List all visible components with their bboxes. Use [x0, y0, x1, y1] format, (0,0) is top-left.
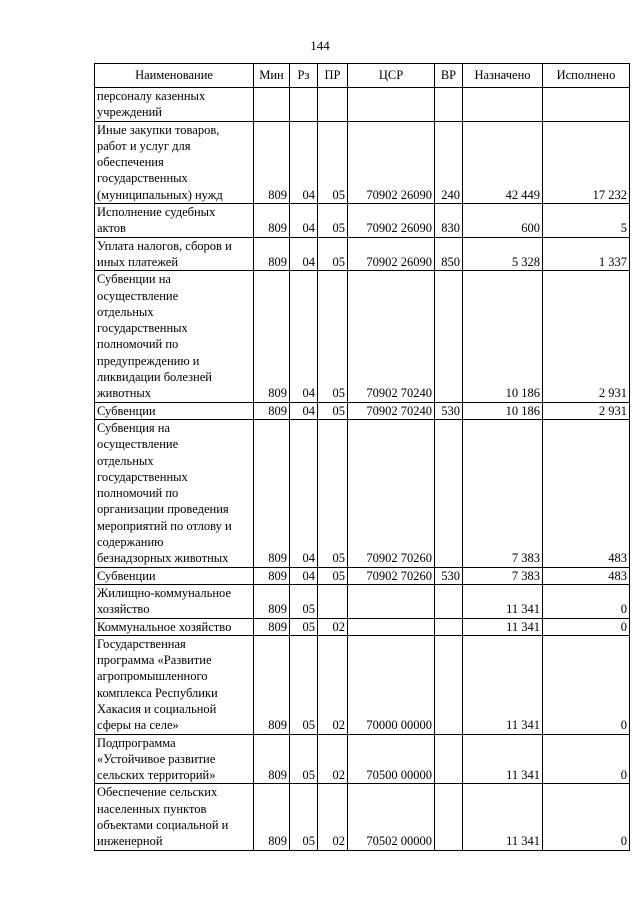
pr-cell — [318, 584, 348, 618]
header-pr: ПР — [318, 64, 348, 88]
table-row — [95, 204, 630, 238]
table-row — [95, 584, 630, 618]
header-executed: Исполнено — [543, 64, 630, 88]
name-line: Субвенции на — [97, 272, 171, 287]
table-row — [95, 121, 630, 203]
assigned-cell: 7 383 — [463, 567, 543, 584]
min-cell: 809 — [254, 618, 290, 635]
executed-cell: 483 — [543, 419, 630, 567]
name-line: Субвенции — [97, 568, 156, 583]
name-line: Обеспечение сельских — [97, 785, 218, 800]
assigned-cell: 11 341 — [463, 784, 543, 850]
name-line: содержанию — [97, 535, 164, 550]
rz-cell: 04 — [290, 271, 318, 402]
table-row — [95, 237, 630, 271]
rz-cell: 05 — [290, 635, 318, 734]
table-row — [95, 635, 630, 734]
name-line: осуществление — [97, 288, 179, 303]
header-row — [95, 64, 630, 88]
header-min: Мин — [254, 64, 290, 88]
assigned-cell: 10 186 — [463, 402, 543, 419]
name-cell — [95, 734, 254, 784]
executed-cell: 2 931 — [543, 271, 630, 402]
name-line: Субвенция на — [97, 420, 171, 435]
name-cell — [95, 618, 254, 635]
vr-cell — [435, 618, 463, 635]
vr-cell — [435, 734, 463, 784]
name-line: Жилищно-коммунальное — [97, 585, 231, 600]
assigned-cell — [463, 88, 543, 122]
name-line: инженерной — [97, 834, 163, 849]
name-line: объектами социальной и — [97, 818, 229, 833]
name-line: обеспечения — [97, 155, 164, 170]
rz-cell: 05 — [290, 584, 318, 618]
csr-cell: 70500 00000 — [348, 734, 435, 784]
pr-cell: 05 — [318, 237, 348, 271]
pr-cell: 02 — [318, 734, 348, 784]
name-line: комплекса Республики — [97, 685, 218, 700]
rz-cell: 04 — [290, 121, 318, 203]
csr-cell — [348, 618, 435, 635]
min-cell: 809 — [254, 784, 290, 850]
header-csr: ЦСР — [348, 64, 435, 88]
executed-cell: 1 337 — [543, 237, 630, 271]
rz-cell: 04 — [290, 237, 318, 271]
name-line: осуществление — [97, 437, 179, 452]
name-line: персоналу казенных — [97, 89, 206, 103]
table-row — [95, 271, 630, 402]
csr-cell: 70902 70260 — [348, 419, 435, 567]
name-line: предупреждению и — [97, 353, 200, 368]
executed-cell: 2 931 — [543, 402, 630, 419]
name-line: сельских территорий» — [97, 768, 216, 783]
min-cell — [254, 88, 290, 122]
min-cell: 809 — [254, 567, 290, 584]
name-cell — [95, 121, 254, 203]
executed-cell: 0 — [543, 635, 630, 734]
vr-cell — [435, 635, 463, 734]
min-cell: 809 — [254, 584, 290, 618]
executed-cell: 0 — [543, 618, 630, 635]
csr-cell — [348, 584, 435, 618]
name-cell — [95, 584, 254, 618]
min-cell: 809 — [254, 734, 290, 784]
name-cell — [95, 271, 254, 402]
name-line: животных — [97, 386, 152, 401]
assigned-cell: 5 328 — [463, 237, 543, 271]
vr-cell: 240 — [435, 121, 463, 203]
table-row — [95, 402, 630, 419]
csr-cell: 70902 70240 — [348, 271, 435, 402]
pr-cell: 05 — [318, 567, 348, 584]
table-row — [95, 88, 630, 122]
header-vr: ВР — [435, 64, 463, 88]
name-line: отдельных — [97, 453, 154, 468]
name-line: «Устойчивое развитие — [97, 751, 216, 766]
rz-cell: 04 — [290, 567, 318, 584]
header-assigned: Назначено — [463, 64, 543, 88]
name-line: государственных — [97, 171, 188, 186]
name-line: полномочий по — [97, 486, 179, 501]
name-line: Подпрограмма — [97, 735, 176, 750]
csr-cell: 70902 26090 — [348, 204, 435, 238]
rz-cell: 05 — [290, 618, 318, 635]
pr-cell: 05 — [318, 121, 348, 203]
executed-cell: 0 — [543, 584, 630, 618]
vr-cell — [435, 419, 463, 567]
min-cell: 809 — [254, 204, 290, 238]
csr-cell: 70000 00000 — [348, 635, 435, 734]
csr-cell: 70902 26090 — [348, 237, 435, 271]
name-line: Иные закупки товаров, — [97, 122, 220, 137]
name-line: Государственная — [97, 636, 186, 651]
rz-cell: 04 — [290, 402, 318, 419]
name-line: Уплата налогов, сборов и — [97, 238, 232, 253]
name-line: актов — [97, 221, 126, 236]
min-cell: 809 — [254, 271, 290, 402]
name-line: государственных — [97, 321, 188, 336]
assigned-cell: 11 341 — [463, 584, 543, 618]
assigned-cell: 42 449 — [463, 121, 543, 203]
rz-cell: 05 — [290, 784, 318, 850]
name-line: ликвидации болезней — [97, 370, 212, 385]
name-cell — [95, 567, 254, 584]
name-line: сферы на селе» — [97, 718, 179, 733]
vr-cell: 850 — [435, 237, 463, 271]
rz-cell — [290, 88, 318, 122]
min-cell: 809 — [254, 402, 290, 419]
vr-cell — [435, 88, 463, 122]
min-cell: 809 — [254, 121, 290, 203]
name-cell — [95, 635, 254, 734]
name-line: учреждений — [97, 105, 162, 120]
csr-cell — [348, 88, 435, 122]
name-line: организации проведения — [97, 502, 229, 517]
name-cell — [95, 237, 254, 271]
assigned-cell: 11 341 — [463, 635, 543, 734]
pr-cell: 05 — [318, 204, 348, 238]
name-line: государственных — [97, 469, 188, 484]
pr-cell: 02 — [318, 784, 348, 850]
csr-cell: 70502 00000 — [348, 784, 435, 850]
name-line: программа «Развитие — [97, 653, 212, 668]
assigned-cell: 11 341 — [463, 734, 543, 784]
header-rz: Рз — [290, 64, 318, 88]
vr-cell — [435, 271, 463, 402]
executed-cell: 483 — [543, 567, 630, 584]
table-body — [95, 88, 630, 851]
assigned-cell: 10 186 — [463, 271, 543, 402]
table-row — [95, 567, 630, 584]
budget-table — [94, 63, 630, 851]
vr-cell: 830 — [435, 204, 463, 238]
pr-cell: 05 — [318, 419, 348, 567]
min-cell: 809 — [254, 635, 290, 734]
name-cell — [95, 402, 254, 419]
name-line: Коммунальное хозяйство — [97, 619, 232, 634]
table-row — [95, 784, 630, 850]
name-line: работ и услуг для — [97, 138, 191, 153]
executed-cell — [543, 88, 630, 122]
name-line: Исполнение судебных — [97, 205, 216, 220]
table-row — [95, 734, 630, 784]
pr-cell: 05 — [318, 402, 348, 419]
name-line: безнадзорных животных — [97, 551, 229, 566]
table-row — [95, 618, 630, 635]
name-line: иных платежей — [97, 254, 179, 269]
vr-cell: 530 — [435, 567, 463, 584]
table-row — [95, 419, 630, 567]
name-line: Хакасия и социальной — [97, 701, 217, 716]
vr-cell — [435, 784, 463, 850]
name-line: Субвенции — [97, 403, 156, 418]
header-name: Наименование — [95, 64, 254, 88]
name-line: агропромышленного — [97, 669, 208, 684]
assigned-cell: 7 383 — [463, 419, 543, 567]
assigned-cell: 600 — [463, 204, 543, 238]
name-cell — [95, 784, 254, 850]
pr-cell: 05 — [318, 271, 348, 402]
vr-cell — [435, 584, 463, 618]
page-number: 144 — [310, 38, 330, 53]
pr-cell — [318, 88, 348, 122]
min-cell: 809 — [254, 419, 290, 567]
executed-cell: 0 — [543, 784, 630, 850]
csr-cell: 70902 70260 — [348, 567, 435, 584]
name-cell — [95, 88, 254, 122]
name-line: населенных пунктов — [97, 801, 207, 816]
executed-cell: 17 232 — [543, 121, 630, 203]
csr-cell: 70902 26090 — [348, 121, 435, 203]
name-cell — [95, 204, 254, 238]
assigned-cell: 11 341 — [463, 618, 543, 635]
rz-cell: 04 — [290, 204, 318, 238]
executed-cell: 5 — [543, 204, 630, 238]
executed-cell: 0 — [543, 734, 630, 784]
rz-cell: 05 — [290, 734, 318, 784]
pr-cell: 02 — [318, 635, 348, 734]
pr-cell: 02 — [318, 618, 348, 635]
rz-cell: 04 — [290, 419, 318, 567]
vr-cell: 530 — [435, 402, 463, 419]
name-line: полномочий по — [97, 337, 179, 352]
name-cell — [95, 419, 254, 567]
min-cell: 809 — [254, 237, 290, 271]
name-line: (муниципальных) нужд — [97, 187, 223, 202]
name-line: хозяйство — [97, 602, 150, 617]
name-line: отдельных — [97, 304, 154, 319]
name-line: мероприятий по отлову и — [97, 518, 232, 533]
csr-cell: 70902 70240 — [348, 402, 435, 419]
